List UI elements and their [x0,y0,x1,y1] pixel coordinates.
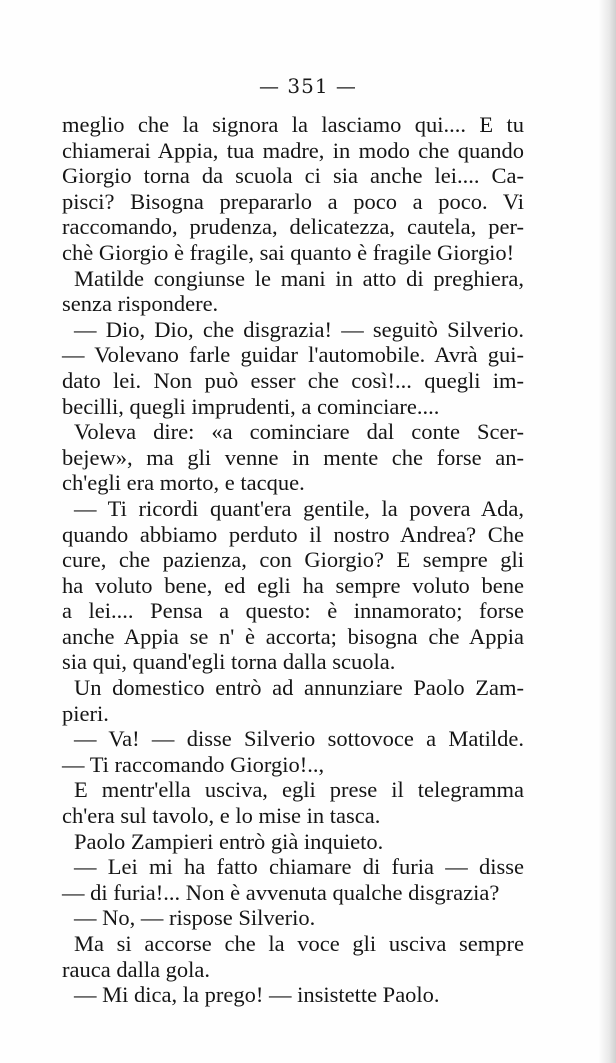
body-text [62,112,524,1008]
text-line: Voleva dire: «a cominciare dal conte Scer- [74,419,524,445]
text-line: Giorgio torna da scuola ci sia anche lei.... Ca- [62,163,524,189]
text-line: ch'era sul tavolo, e lo mise in tasca. [62,803,381,829]
text-line: bejew», ma gli venne in mente che forse an- [62,444,524,470]
text-line: — Volevano farle guidar l'automobile. Avrà gui- [62,342,524,368]
text-line: chè Giorgio è fragile, sai quanto è fragile Giorgio! [62,239,515,265]
text-line: — di furia!... Non è avvenuta qualche disgrazia? [62,879,500,905]
text-line: becilli, quegli imprudenti, a cominciare.... [62,393,440,419]
text-line: meglio che la signora la lasciamo qui.... E tu [62,112,524,137]
text-line: — No, — rispose Silverio. [74,905,316,931]
text-line: senza rispondere. [62,291,219,317]
text-line: Un domestico entrò ad annunziare Paolo Zam- [74,675,524,701]
page-edge-shadow [598,0,616,1063]
text-line: pieri. [62,700,109,726]
text-line: anche Appia se n' è accorta; bisogna che Appia [62,623,524,649]
text-line: — Mi dica, la prego! — insistette Paolo. [74,982,440,1008]
text-line: — Va! — disse Silverio sottovoce a Matilde. [74,726,524,752]
text-line: Paolo Zampieri entrò già inquieto. [74,828,384,854]
text-line: — Ti raccomando Giorgio!.., [62,751,325,777]
text-line: dato lei. Non può esser che così!... quegli im- [62,367,524,393]
page-number: — 351 — [259,74,357,98]
text-line: E mentr'ella usciva, egli prese il telegramma [74,777,524,803]
text-line: — Lei mi ha fatto chiamare di furia — disse [74,854,524,880]
text-line: sia qui, quand'egli torna dalla scuola. [62,649,396,675]
text-line: Ma si accorse che la voce gli usciva sempre [74,931,524,956]
text-line: quando abbiamo perduto il nostro Andrea? Che [62,521,524,547]
text-line: rauca dalla gola. [62,956,211,982]
text-line: cure, che pazienza, con Giorgio? E sempre gli [62,547,524,573]
text-line: pisci? Bisogna prepararlo a poco a poco. Vi [62,188,524,214]
text-line: ch'egli era morto, e tacque. [62,470,305,496]
text-line: a lei.... Pensa a questo: è innamorato; forse [62,598,524,624]
text-line: ha voluto bene, ed egli ha sempre voluto bene [62,572,524,598]
text-line: — Ti ricordi quant'era gentile, la povera Ada, [74,495,524,521]
text-line: Matilde congiunse le mani in atto di preghiera, [74,265,524,291]
text-line: chiamerai Appia, tua madre, in modo che quando [62,137,524,163]
text-line: — Dio, Dio, che disgrazia! — seguitò Silverio. [74,316,524,342]
text-line: raccomando, prudenza, delicatezza, cautela, per- [62,214,524,240]
